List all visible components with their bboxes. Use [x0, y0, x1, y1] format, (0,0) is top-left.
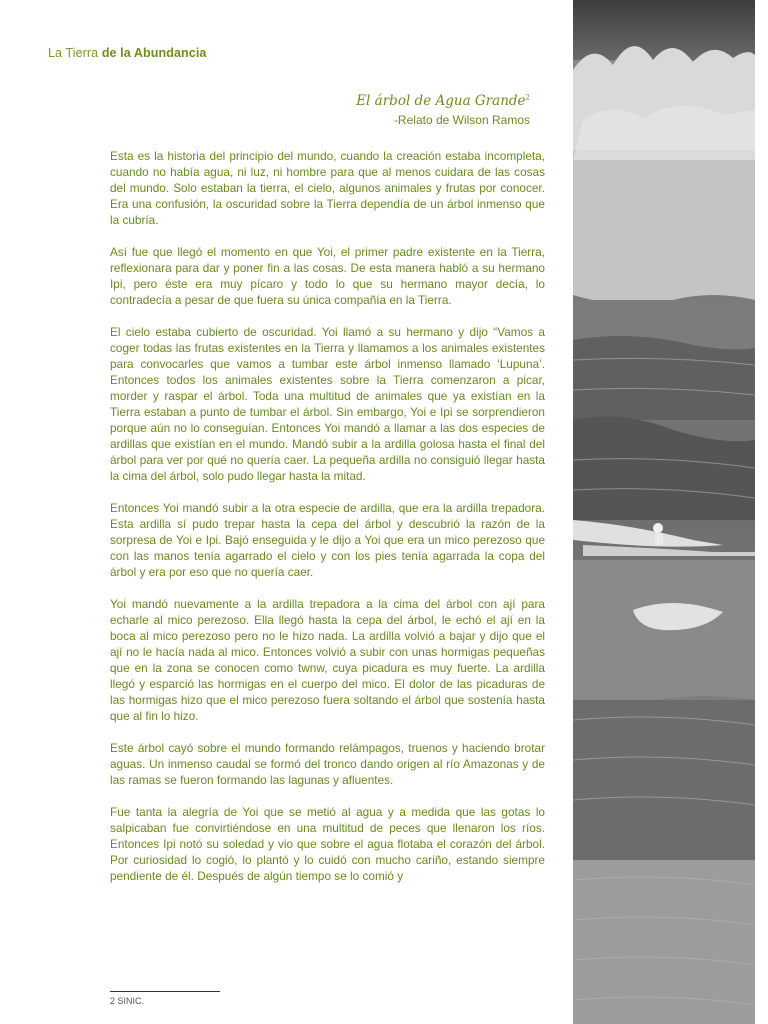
- river-photo-illustration: [573, 0, 755, 1024]
- story-body: [110, 148, 545, 900]
- paragraph: Este árbol cayó sobre el mundo formando relámpagos, truenos y haciendo brotar aguas. Un inmenso caudal se formó del tronco dando origen al río Amazonas y de las ramas se fueron formando las lagunas y afluentes.: [110, 741, 545, 787]
- story-author: -Relato de Wilson Ramos: [393, 113, 530, 127]
- paragraph: Entonces Yoi mandó subir a la otra especie de ardilla, que era la ardilla trepadora. Esta ardilla sí pudo trepar hasta la cepa del árbol y descubrió la razón de la sorpresa de Yoi e Ipi. Bajó enseguida y le dijo a Yoi que era un mico perezoso que con las manos tenía agarrado el cielo y con los pies tenía agarrada la copa del árbol y era por eso que no quería caer.: [110, 501, 545, 579]
- story-title-block: [356, 93, 530, 127]
- paragraph: Fue tanta la alegría de Yoi que se metió al agua y a medida que las gotas lo salpicaban fue convirtiéndose en una multitud de peces que llenaron los ríos. Entonces Ipi notó su soledad y vio que sobre el agua flotaba el corazón del árbol. Por curiosidad lo cogió, lo plantó y lo cuidó con mucho cariño, estando siempre pendiente de él. Después de algún tiempo se lo comió y: [110, 805, 545, 883]
- footnote-divider: [110, 991, 220, 992]
- footnote-marker: 2: [525, 93, 530, 102]
- story-title: [356, 93, 530, 109]
- paragraph: Esta es la historia del principio del mundo, cuando la creación estaba incompleta, cuando no había agua, ni luz, ni hombre para que al menos cuidara de las cosas del mundo. Solo estaban la tierra, el cielo, algunos animales y frutas por conocer. Era una confusión, la oscuridad sobre la Tierra dependía de un árbol inmenso que la cubría.: [110, 149, 545, 227]
- header-emphasis: de la Abundancia: [101, 46, 207, 60]
- footnote-text: 2 SINIC.: [110, 996, 145, 1006]
- river-photo: [573, 0, 755, 1024]
- story-title-rest: árbol de Agua Grande: [370, 93, 526, 109]
- paragraph: El cielo estaba cubierto de oscuridad. Yoi llamó a su hermano y dijo “Vamos a coger todas las frutas existentes en la Tierra y llamamos a los animales existentes para convocarles que vamos a tumbar este árbol inmenso llamado ‘Lupuna’. Entonces todos los animales existentes sobre la Tierra comenzaron a picar, morder y raspar el árbol. Toda una multitud de animales que ya existían en la Tierra estaban a punto de tumbar el árbol. Sin embargo, Yoi e Ipi se sorprendieron porque aún no lo conseguían. Entonces Yoi mandó a llamar a las dos especies de ardillas que existían en el mundo. Mandó subir a la ardilla golosa hasta el final del árbol para ver por qué no quería caer. La pequeña ardilla no consiguió llegar hasta la cima del árbol, solo pudo llegar hasta la mitad.: [110, 325, 545, 483]
- paragraph: Así fue que llegó el momento en que Yoi, el primer padre existente en la Tierra, reflexionara para dar y poner fin a las cosas. De esta manera habló a su hermano Ipi, pero éste era muy pícaro y todo lo que su hermano mayor decía, lo contradecía a pesar de que fuera su única compañía en la Tierra.: [110, 245, 545, 307]
- story-title-lead: El: [356, 93, 371, 109]
- running-header: [48, 46, 206, 60]
- header-prefix: La Tierra: [48, 46, 102, 60]
- paragraph: Yoi mandó nuevamente a la ardilla trepadora a la cima del árbol con ají para echarle al mico perezoso. Ella llegó hasta la cepa del árbol, le echó el ají en la boca al mico perezoso pero no le hizo nada. La ardilla volvió a bajar y dijo que el ají no le hacía nada al mico. Entonces volvió a subir con unas hormigas pequeñas que en la zona se conocen como twnw, cuya picadura es muy fuerte. La ardilla llegó y esparció las hormigas en el cuerpo del mico. El dolor de las picaduras de las hormigas hizo que el mico perezoso fuera soltando el árbol que sostenía hasta que al fin lo hizo.: [110, 597, 545, 723]
